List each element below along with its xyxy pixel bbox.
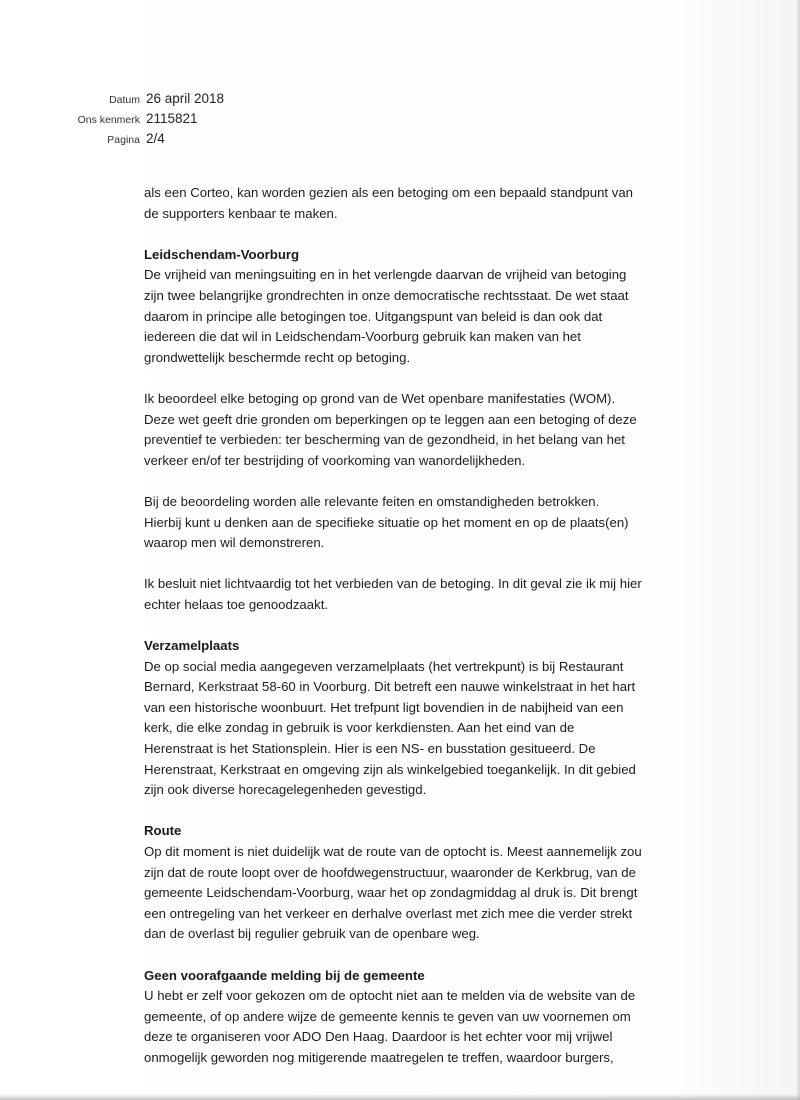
text-line: gemeente Leidschendam-Voorburg, waar het op zondagmiddag al druk is. Dit brengt [144, 885, 638, 901]
text-line: van een historische woonbuurt. Het trefpunt ligt bovendien in de nabijheid van een [144, 699, 624, 715]
leidschendam-paragraph-3 [144, 492, 644, 554]
section-heading-geen-melding: Geen voorafgaande melding bij de gemeente [144, 967, 425, 983]
route-paragraph [144, 842, 644, 945]
scan-edge-shadow [796, 0, 800, 1100]
text-line: verkeer en/of ter bestrijding of voorkoming van wanordelijkheden. [144, 452, 526, 468]
text-line: Hierbij kunt u denken aan de specifieke situatie op het moment en op de plaats(en) [144, 514, 629, 530]
letter-body [144, 183, 644, 1069]
text-line: kerk, die elke zondag in gebruik is voor kerkdiensten. Aan het eind van de [144, 720, 575, 736]
meta-date-row [60, 91, 380, 111]
meta-reference-row [60, 111, 380, 131]
text-line: dan de overlast bij regulier gebruik van de openbare weg. [144, 926, 480, 942]
text-line: preventief te verbieden: ter bescherming van de gezondheid, in het belang van het [144, 432, 625, 448]
text-line: Herenstraat, Kerkstraat en omgeving zijn als winkelgebied toegankelijk. In dit gebied [144, 761, 636, 777]
text-line: Op dit moment is niet duidelijk wat de route van de optocht is. Meest aannemelijk zou [144, 844, 642, 859]
text-line: Ik beoordeel elke betoging op grond van de Wet openbare manifestaties (WOM). [144, 390, 616, 406]
meta-date-value: 26 april 2018 [146, 91, 225, 106]
meta-date-label: Datum [109, 94, 140, 106]
text-line: een ontregeling van het verkeer en derhalve overlast met zich mee die verder strekt [144, 905, 633, 921]
scan-edge-shadow [0, 1094, 800, 1100]
meta-page-row [60, 131, 380, 151]
text-line: zijn twee belangrijke grondrechten in onze democratische rechtsstaat. De wet staat [144, 287, 629, 303]
text-line: de supporters kenbaar te maken. [144, 205, 338, 221]
text-line: waarop men wil demonstreren. [144, 535, 325, 551]
text-line: deze te organiseren voor ADO Den Haag. Daardoor is het echter voor mij vrijwel [144, 1029, 613, 1045]
text-line: Bij de beoordeling worden alle relevante feiten en omstandigheden betrokken. [144, 493, 600, 509]
text-line: De vrijheid van meningsuiting en in het verlengde daarvan de vrijheid van betoging [144, 267, 627, 283]
document-meta [60, 91, 380, 151]
section-heading-leidschendam-voorburg: Leidschendam-Voorburg [144, 246, 300, 262]
meta-reference-label: Ons kenmerk [77, 114, 140, 126]
intro-paragraph [144, 183, 644, 224]
section-heading-verzamelplaats: Verzamelplaats [144, 638, 240, 654]
text-line: grondwettelijk beschermde recht op betoging. [144, 349, 411, 365]
meta-reference-value: 2115821 [146, 111, 198, 126]
section-heading-route: Route [144, 823, 182, 839]
text-line: zijn ook diverse horecagelegenheden gevestigd. [144, 782, 427, 798]
text-line: als een Corteo, kan worden gezien als een betoging om een bepaald standpunt van [144, 185, 634, 200]
meta-page-label: Pagina [107, 134, 140, 146]
leidschendam-paragraph-1 [144, 265, 644, 368]
text-line: De op social media aangegeven verzamelplaats (het vertrekpunt) is bij Restaurant [144, 658, 624, 674]
text-line: Deze wet geeft drie gronden om beperkingen op te leggen aan een betoging of deze [144, 411, 637, 427]
text-line: Ik besluit niet lichtvaardig tot het verbieden van de betoging. In dit geval zie ik mij hier [144, 576, 642, 592]
text-line: U hebt er zelf voor gekozen om de optocht niet aan te melden via de website van de [144, 988, 636, 1004]
verzamelplaats-paragraph [144, 657, 644, 801]
text-line: zijn dat de route loopt over de hoofdwegenstructuur, waaronder de Kerkbrug, van de [144, 864, 636, 880]
melding-paragraph [144, 986, 644, 1068]
text-line: Herenstraat is het Stationsplein. Hier is een NS- en busstation gesitueerd. De [144, 741, 596, 757]
leidschendam-paragraph-4 [144, 574, 644, 615]
text-line: gemeente, of op andere wijze de gemeente kennis te geven van uw voornemen om [144, 1008, 631, 1024]
text-line: Bernard, Kerkstraat 58-60 in Voorburg. Dit betreft een nauwe winkelstraat in het hart [144, 679, 636, 695]
text-line: daarom in principe alle betogingen toe. Uitgangspunt van beleid is dan ook dat [144, 308, 603, 324]
leidschendam-paragraph-2 [144, 389, 644, 471]
text-line: onmogelijk geworden nog mitigerende maatregelen te treffen, waardoor burgers, [144, 1049, 614, 1065]
text-line: echter helaas toe genoodzaakt. [144, 596, 329, 612]
meta-page-value: 2/4 [146, 131, 165, 146]
text-line: iedereen die dat wil in Leidschendam-Voorburg gebruik kan maken van het [144, 329, 581, 345]
